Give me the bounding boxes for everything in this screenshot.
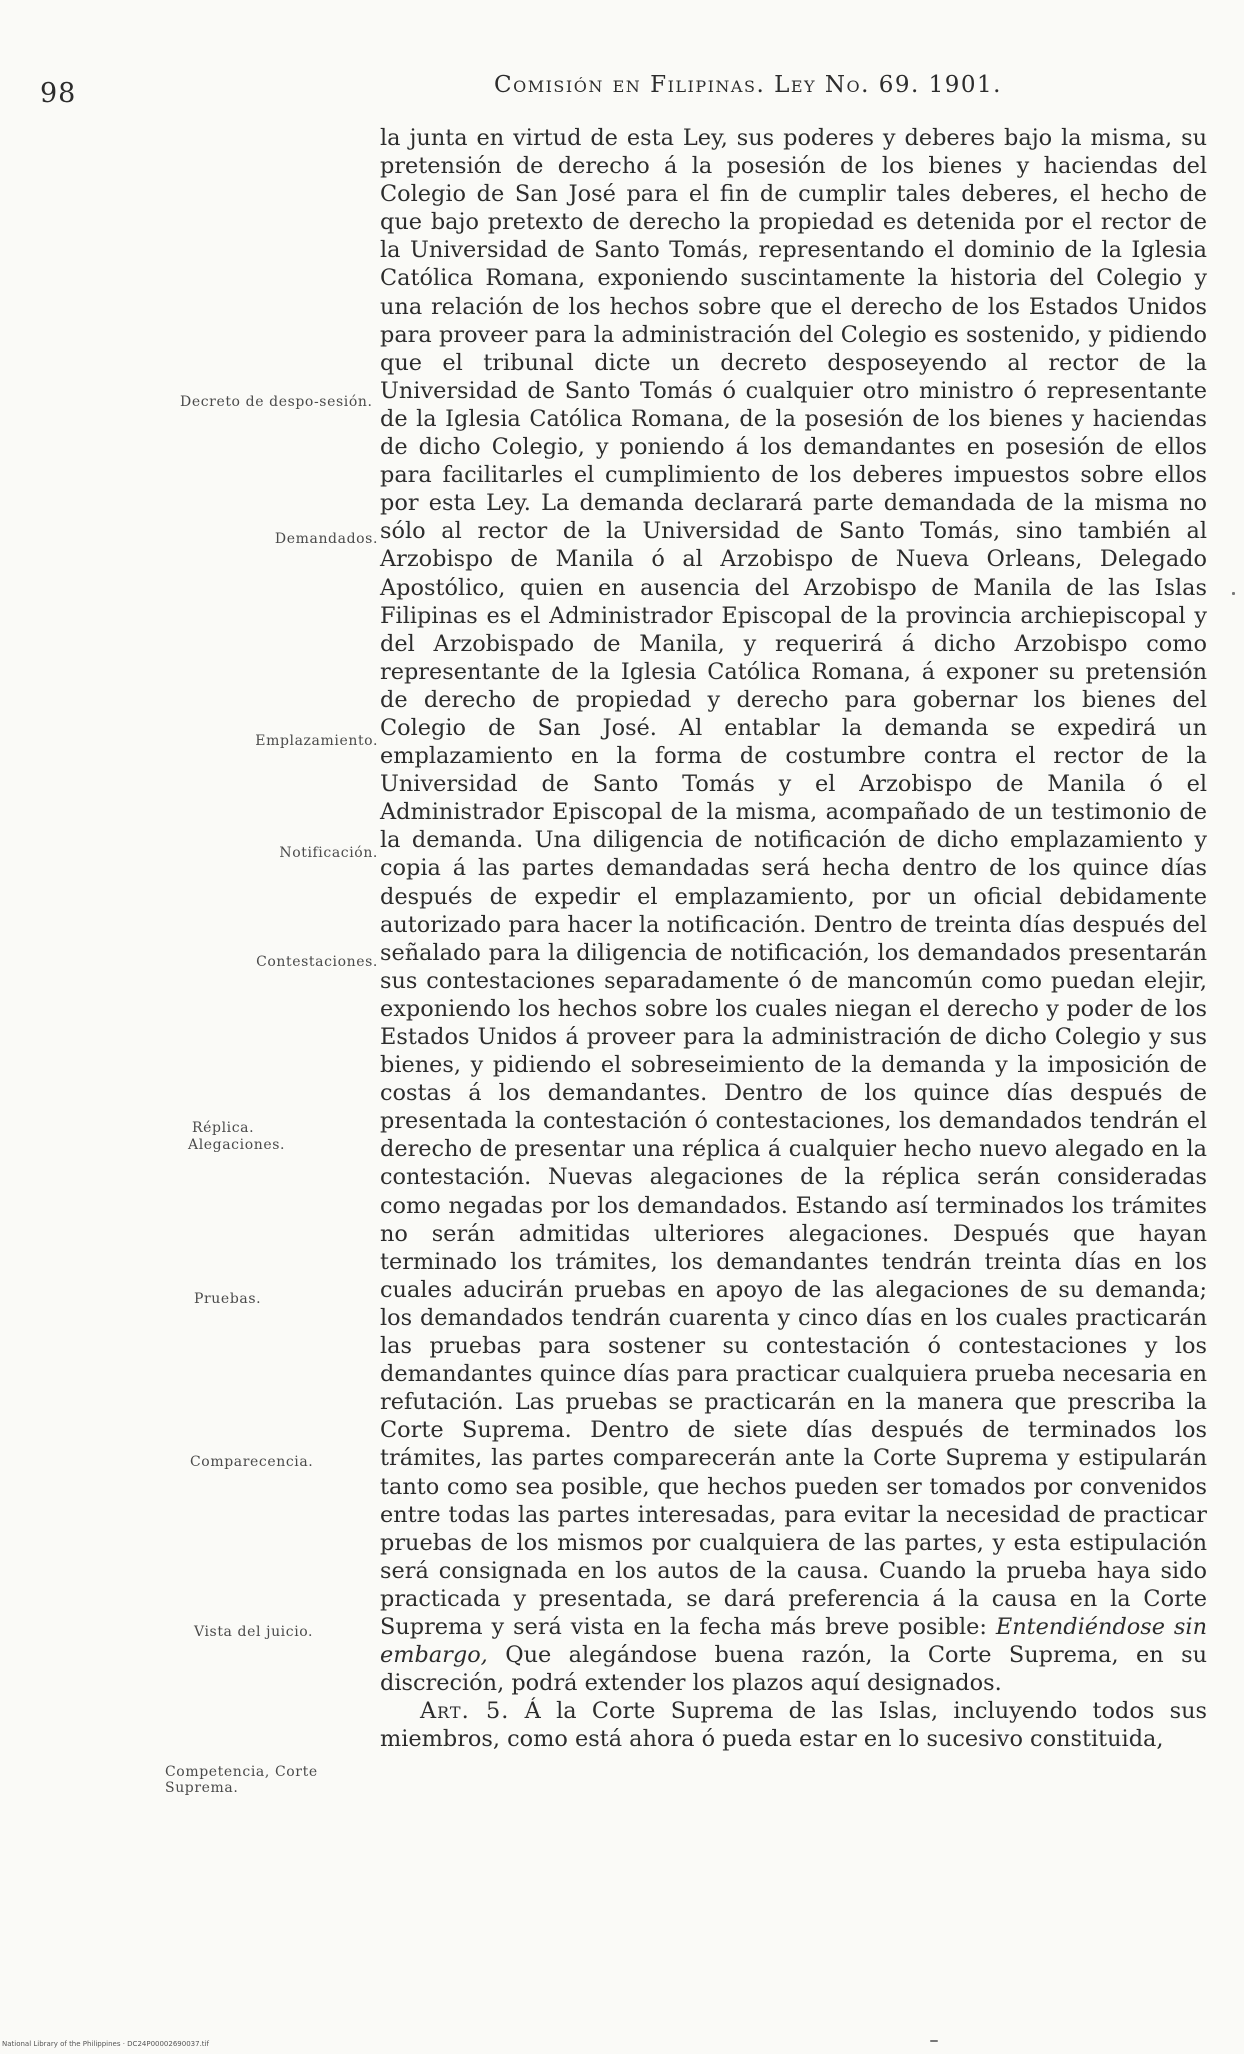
running-head: Comisión en Filipinas. Ley No. 69. 1901. [494,72,1002,98]
scan-speck [930,2040,938,2042]
article-text: Á la Corte Suprema de las Islas, incluyendo todos sus miembros, como está ahora ó pueda estar en lo sucesivo constituida, [380,1698,1207,1753]
margin-note-vista: Vista del juicio. [194,1624,314,1640]
margin-note-demandados: Demandados. [274,531,378,547]
margin-note-alegaciones: Alegaciones. [188,1137,286,1153]
margin-note-pruebas: Pruebas. [194,1291,262,1307]
paragraph-art-4-continuation [380,124,1207,1697]
page-number: 98 [40,78,77,109]
margin-note-notificacion: Notificación. [279,845,378,861]
paragraph-text: la junta en virtud de esta Ley, sus poderes y deberes bajo la misma, su pretensión de derecho á la posesión de los bienes y haciendas del Colegio de San José para el fin de cumplir tales deberes, el hecho de que bajo pretexto de derecho la propiedad es detenida por el rector de la Universidad de Santo Tomás, representando el dominio de la Iglesia Católica Romana, exponiendo suscintamente la historia del Colegio y una relación de los hechos sobre que el derecho de los Estados Unidos para proveer para la administración del Colegio es sostenido, y pidiendo que el tribunal dicte un decreto desposeyendo al rector de la Universidad de Santo Tomás ó cualquier otro ministro ó representante de la Iglesia Católica Romana, de la posesión de los bienes y haciendas de dicho Colegio, y poniendo á los demandantes en posesión de ellos para facilitarles el cumplimiento de los deberes impuestos sobre ellos por esta Ley. La demanda declarará parte demandada de la misma no sólo al rector de la Universidad de Santo Tomás, sino también al Arzobispo de Manila ó al Arzobispo de Nueva Orleans, Delegado Apostólico, quien en ausencia del Arzobispo de Manila de las Islas Filipinas es el Administrador Episcopal de la provincia archiepiscopal y del Arzobispado de Manila, y requerirá á dicho Arzobispo como representante de la Iglesia Católica Romana, á exponer su pretensión de derecho de propiedad y derecho para gobernar los bienes del Colegio de San José. Al entablar la demanda se expedirá un emplazamiento en la forma de costumbre contra el rector de la Universidad de Santo Tomás y el Arzobispo de Manila ó el Administrador Episcopal de la misma, acompañado de un testimonio de la demanda. Una diligencia de notificación de dicho emplazamiento y copia á las partes demandadas será hecha dentro de los quince días después de expedir el emplazamiento, por un oficial debidamente autorizado para hacer la notificación. Dentro de treinta días después del señalado para la diligencia de notificación, los demandados presentarán sus contestaciones separadamente ó de mancomún como puedan elejir, exponiendo los hechos sobre los cuales niegan el derecho y poder de los Estados Unidos á proveer para la administración de dicho Colegio y sus bienes, y pidiendo el sobreseimiento de la demanda y la imposición de costas á los demandantes. Dentro de los quince días después de presentada la contestación ó contestaciones, los demandados tendrán el derecho de presentar una réplica á cualquier hecho nuevo alegado en la contestación. Nuevas alegaciones de la réplica serán consideradas como negadas por los demandados. Estando así terminados los trámites no serán admitidas ulteriores alegaciones. Después que hayan terminado los trámites, los demandantes tendrán treinta días en los cuales aducirán pruebas en apoyo de las alegaciones de su demanda; los demandados tendrán cuarenta y cinco días en los cuales practicarán las pruebas para sostener su contestación ó contestaciones y los demandantes quince días para practicar cualquiera prueba necesaria en refutación. Las pruebas se practicarán en la manera que prescriba la Corte Suprema. Dentro de siete días después de terminados los trámites, las partes comparecerán ante la Corte Suprema y estipularán tanto como sea posible, que hechos pueden ser tomados por convenidos entre todas las partes interesadas, para evitar la necesidad de practicar pruebas de los mismos por cualquiera de las partes, y esta estipulación será consignada en los autos de la causa. Cuando la prueba haya sido practicada y presentada, se dará preferencia á la causa en la Corte Suprema y será vista en la fecha más breve posible: [380,125,1207,1640]
margin-note-competencia: Competencia, Corte Suprema. [165,1764,318,1796]
article-label: Art. 5. [420,1698,510,1725]
scan-credit: National Library of the Philippines · DC24P00002690037.tif [2,2040,209,2048]
paragraph-art-5 [380,1697,1207,1753]
margin-note-comparecencia: Comparecencia. [190,1454,314,1470]
proviso-italic: Entendiéndose sin embargo, [380,1613,1207,1669]
margin-note-decreto: Decreto de despo-sesión. [180,394,373,410]
body-text [380,124,1207,1753]
scan-speck [1232,592,1235,595]
paragraph-text-end: Que alegándose buena razón, la Corte Suprema, en su discreción, podrá extender los plazos aquí designados. [380,1642,1207,1697]
margin-note-contestaciones: Contestaciones. [256,954,378,970]
margin-note-replica: Réplica. [192,1120,255,1136]
margin-note-emplazamiento: Emplazamiento. [255,733,378,749]
